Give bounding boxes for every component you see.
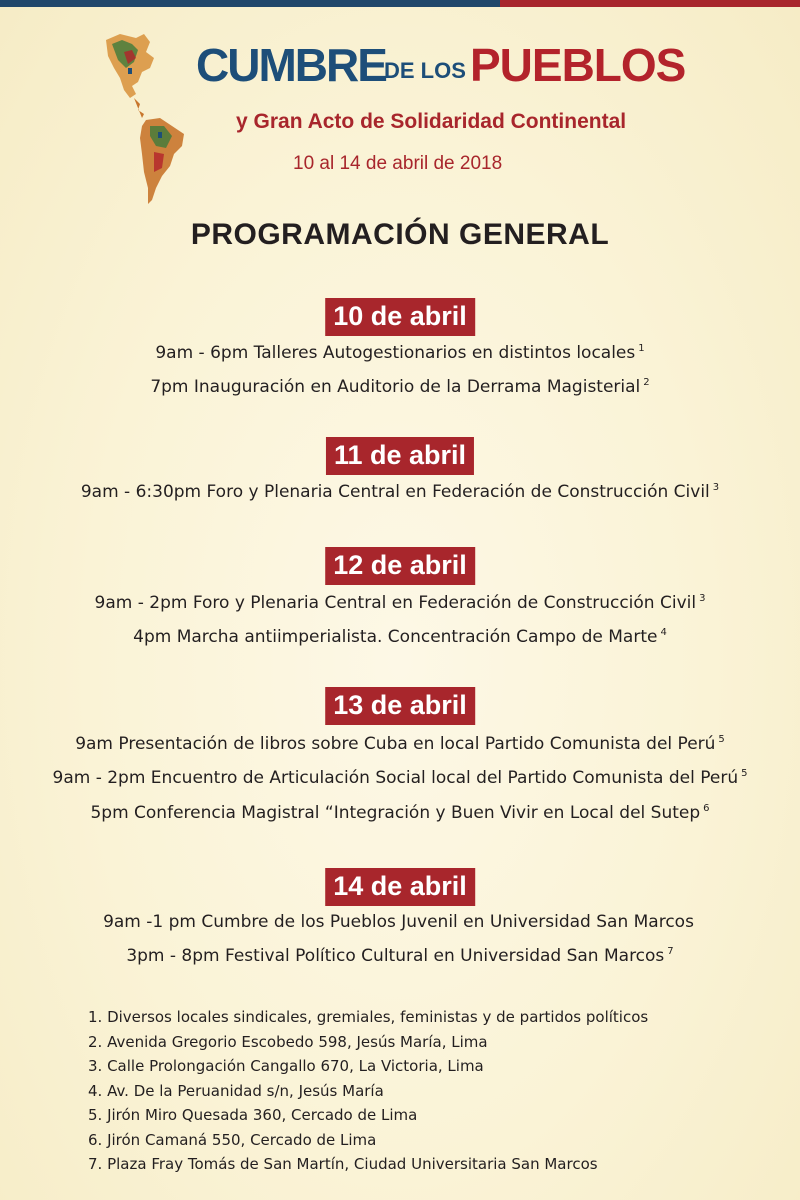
event-line [0,627,800,647]
event-title [196,38,756,94]
event-line [0,912,800,932]
day-badge: 13 de abril [325,687,475,725]
event-line [0,768,800,788]
footnote-item: 3. Calle Prolongación Cangallo 670, La Victoria, Lima [88,1057,484,1075]
day-badge: 11 de abril [326,437,474,475]
top-bar-blue [0,0,500,7]
event-line [0,734,800,754]
event-text: 9am -1 pm Cumbre de los Pueblos Juvenil en Universidad San Marcos [103,912,694,932]
footnote-item: 7. Plaza Fray Tomás de San Martín, Ciudad Universitaria San Marcos [88,1155,598,1173]
day-badge: 10 de abril [325,298,475,336]
event-text: 9am - 6pm Talleres Autogestionarios en distintos locales [155,343,636,363]
event-ref: 2 [643,377,650,389]
top-color-bar [0,0,800,7]
event-text: 4pm Marcha antiimperialista. Concentración Campo de Marte [133,627,658,647]
event-ref: 3 [699,593,706,605]
event-subtitle: y Gran Acto de Solidaridad Continental [236,110,627,133]
event-ref: 3 [712,482,720,494]
event-text: 5pm Conferencia Magistral “Integración y Buen Vivir en Local del Sutep [90,803,701,823]
event-line [0,377,800,397]
event-text: 9am - 2pm Encuentro de Articulación Social local del Partido Comunista del Perú [52,768,739,788]
event-text: 7pm Inauguración en Auditorio de la Derrama Magisterial [150,377,641,397]
americas-map-logo [98,28,198,208]
footnote-item: 5. Jirón Miro Quesada 360, Cercado de Lima [88,1106,418,1124]
event-ref: 5 [718,734,725,746]
title-word-de-los: DE LOS [384,58,466,83]
event-ref: 5 [741,768,748,780]
event-ref: 6 [703,803,710,815]
footnote-item: 1. Diversos locales sindicales, gremiales, feministas y de partidos políticos [88,1008,649,1026]
event-ref: 7 [667,946,674,958]
event-dates: 10 al 14 de abril de 2018 [293,153,503,174]
program-heading: PROGRAMACIÓN GENERAL [190,218,610,251]
title-word-pueblos: PUEBLOS [470,39,686,91]
footnote-item: 6. Jirón Camaná 550, Cercado de Lima [88,1130,377,1149]
day-badge: 14 de abril [325,868,475,906]
event-line [0,593,800,613]
event-text: 9am - 2pm Foro y Plenaria Central en Federación de Construcción Civil [94,593,697,613]
event-line [0,482,800,502]
footnote-item: 4. Av. De la Peruanidad s/n, Jesús María [88,1081,384,1100]
event-text: 3pm - 8pm Festival Político Cultural en Universidad San Marcos [126,946,665,966]
event-ref: 1 [638,343,645,355]
event-line [0,343,800,363]
event-ref: 4 [660,627,667,639]
event-text: 9am Presentación de libros sobre Cuba en local Partido Comunista del Perú [75,734,716,754]
top-bar-red [500,0,800,7]
title-word-cumbre: CUMBRE [196,39,386,91]
footnotes [88,1005,648,1177]
event-line [0,946,800,966]
event-text: 9am - 6:30pm Foro y Plenaria Central en Federación de Construcción Civil [80,482,710,502]
event-line [0,803,800,823]
footnote-item: 2. Avenida Gregorio Escobedo 598, Jesús María, Lima [88,1032,488,1051]
day-badge: 12 de abril [325,547,475,585]
